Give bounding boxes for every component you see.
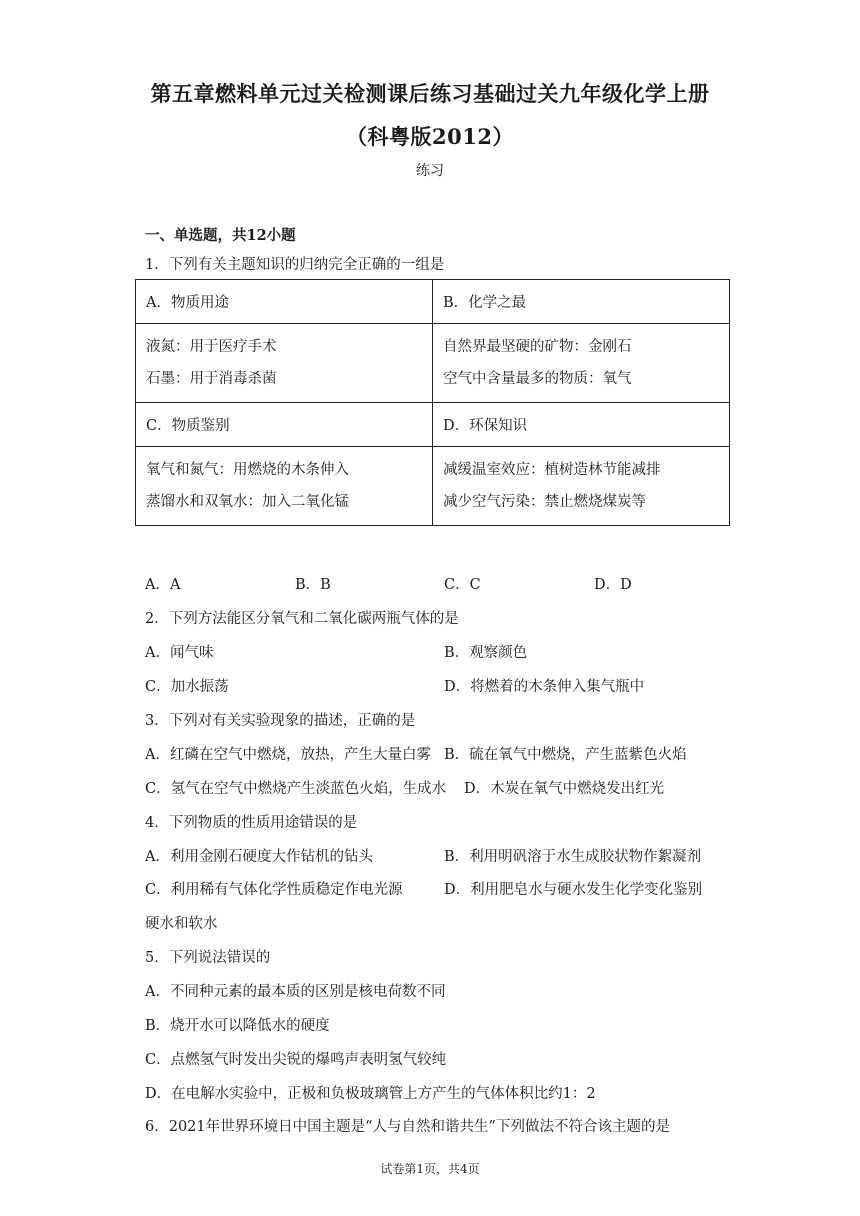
question-1-option-c[interactable]: C．C <box>444 577 481 593</box>
question-4-stem: 4．下列物质的性质用途错误的是 <box>145 815 358 831</box>
question-3-option-c[interactable]: C．氢气在空气中燃烧产生淡蓝色火焰，生成水 <box>145 781 447 797</box>
question-3-stem: 3．下列对有关实验现象的描述，正确的是 <box>145 713 416 729</box>
page-title: 第五章燃料单元过关检测课后练习基础过关九年级化学上册 <box>150 81 710 106</box>
page-title-line2: （科粤版2012） <box>346 124 514 149</box>
question-4-option-a[interactable]: A．利用金刚石硬度大作钻机的钻头 <box>145 849 373 865</box>
question-4-option-c[interactable]: C．利用稀有气体化学性质稳定作电光源 <box>145 882 403 898</box>
question-2-option-b[interactable]: B．观察颜色 <box>444 645 528 661</box>
question-5-stem: 5．下列说法错误的 <box>145 950 271 966</box>
question-6-stem: 6．2021年世界环境日中国主题是“人与自然和谐共生”下列做法不符合该主题的是 <box>145 1119 670 1135</box>
question-3-option-d[interactable]: D．木炭在氧气中燃烧发出红光 <box>464 781 665 797</box>
question-1-option-d[interactable]: D．D <box>594 577 632 593</box>
question-1-stem: 1．下列有关主题知识的归纳完全正确的一组是 <box>145 257 445 273</box>
question-2-option-c[interactable]: C．加水振荡 <box>145 679 229 695</box>
question-1-option-b[interactable]: B．B <box>295 577 331 593</box>
question-4-option-d[interactable]: D．利用肥皂水与硬水发生化学变化鉴别 <box>444 882 703 898</box>
table-cell: B．化学之最 <box>433 280 730 324</box>
table-cell: A．物质用途 <box>136 280 433 324</box>
question-3-option-b[interactable]: B．硫在氧气中燃烧，产生蓝紫色火焰 <box>444 747 687 763</box>
question-1-table <box>135 279 730 526</box>
question-5-option-a[interactable]: A．不同种元素的最本质的区别是核电荷数不同 <box>145 984 446 1000</box>
question-5-option-c[interactable]: C．点燃氢气时发出尖锐的爆鸣声表明氢气较纯 <box>145 1052 447 1068</box>
table-cell: 氧气和氮气：用燃烧的木条伸入 蒸馏水和双氧水：加入二氧化锰 <box>136 447 433 526</box>
question-2-option-a[interactable]: A．闻气味 <box>145 645 214 661</box>
question-4-option-b[interactable]: B．利用明矾溶于水生成胶状物作絮凝剂 <box>444 849 702 865</box>
question-5-option-d[interactable]: D．在电解水实验中，正极和负极玻璃管上方产生的气体体积比约1：2 <box>145 1086 596 1102</box>
table-cell: C．物质鉴别 <box>136 403 433 447</box>
table-cell: 减缓温室效应：植树造林节能减排 减少空气污染：禁止燃烧煤炭等 <box>433 447 730 526</box>
table-cell: D．环保知识 <box>433 403 730 447</box>
section-heading: 一、单选题，共12小题 <box>145 227 296 244</box>
question-5-option-b[interactable]: B．烧开水可以降低水的硬度 <box>145 1018 330 1034</box>
page-subtitle: 练习 <box>416 163 444 179</box>
question-1-option-a[interactable]: A．A <box>145 577 181 593</box>
question-2-option-d[interactable]: D．将燃着的木条伸入集气瓶中 <box>444 679 645 695</box>
page-footer: 试卷第1页，共4页 <box>380 1162 480 1176</box>
question-4-option-d-continued: 硬水和软水 <box>145 916 218 932</box>
table-cell: 自然界最坚硬的矿物：金刚石 空气中含量最多的物质：氧气 <box>433 324 730 403</box>
table-cell: 液氮：用于医疗手术 石墨：用于消毒杀菌 <box>136 324 433 403</box>
question-2-stem: 2．下列方法能区分氧气和二氧化碳两瓶气体的是 <box>145 611 459 627</box>
question-3-option-a[interactable]: A．红磷在空气中燃烧，放热，产生大量白雾 <box>145 747 431 763</box>
